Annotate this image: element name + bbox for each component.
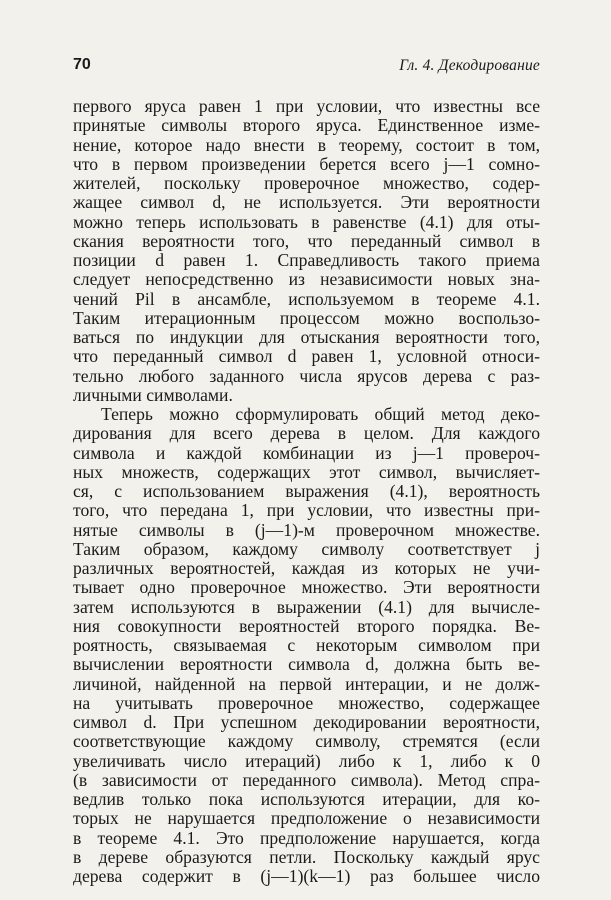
text-line: ния совокупности вероятностей второго порядка. Ве- xyxy=(73,615,540,636)
text-line: в теореме 4.1. Это предположение нарушается, когда xyxy=(73,827,540,848)
text-line: личными символами. xyxy=(73,384,233,405)
text-line: Таким итерационным процессом можно воспользо- xyxy=(73,307,540,328)
running-title: Гл. 4. Декодирование xyxy=(399,57,540,74)
text-line: жителей, поскольку проверочное множество, содер- xyxy=(73,173,540,193)
text-line: следует непосредственно из независимости новых зна- xyxy=(73,269,540,290)
text-line: можно теперь использовать в равенстве (4.1) для оты- xyxy=(73,211,540,232)
text-line: скания вероятности того, что переданный символ в xyxy=(73,230,540,251)
text-line: увеличивать число итераций) либо к 1, либо к 0 xyxy=(73,750,540,771)
text-line: торых не нарушается предположение о независимости xyxy=(73,808,540,829)
body-text xyxy=(73,97,540,886)
text-line: дерева содержит в (j—1)(k—1) раз большее число xyxy=(73,866,540,886)
text-line: нение, которое надо внести в теорему, состоит в том, xyxy=(73,134,540,155)
text-line: ных множеств, содержащих этот символ, вычисляет- xyxy=(73,461,540,482)
text-line: дирования для всего дерева в целом. Для каждого xyxy=(73,423,540,444)
text-line: Теперь можно сформулировать общий метод деко- xyxy=(101,404,540,424)
text-line: роятность, связываемая с некоторым символом при xyxy=(73,635,540,655)
paragraph-1 xyxy=(73,97,540,405)
text-line: что переданный символ d равен 1, условной относи- xyxy=(73,346,540,367)
text-line: (в зависимости от переданного символа). Метод спра- xyxy=(73,769,540,790)
text-line: соответствующие каждому символу, стремятся (если xyxy=(73,731,540,752)
text-line: в дереве образуются петли. Поскольку каждый ярус xyxy=(73,846,540,867)
text-line: чений Pil в ансамбле, используемом в теореме 4.1. xyxy=(73,288,540,309)
text-line: ваться по индукции для отыскания вероятности того, xyxy=(73,327,540,347)
text-line: первого яруса равен 1 при условии, что известны все xyxy=(73,96,540,116)
page-number: 70 xyxy=(73,56,91,73)
text-line: Таким образом, каждому символу соответствует j xyxy=(73,538,540,559)
text-line: символа и каждой комбинации из j—1 провероч- xyxy=(73,442,540,463)
text-line: нятые символы в (j—1)-м проверочном множестве. xyxy=(73,519,540,540)
text-line: принятые символы второго яруса. Единственное изме- xyxy=(73,115,540,136)
text-line: ся, с использованием выражения (4.1), вероятность xyxy=(73,481,540,501)
text-line: тывает одно проверочное множество. Эти вероятности xyxy=(73,577,540,598)
text-line: что в первом произведении берется всего j—1 сомно- xyxy=(73,153,540,174)
text-line: жащее символ d, не используется. Эти вероятности xyxy=(73,192,540,213)
text-line: символ d. При успешном декодировании вероятности, xyxy=(73,712,540,732)
text-line: затем используются в выражении (4.1) для вычисле- xyxy=(73,596,540,617)
text-line: тельно любого заданного числа ярусов дерева с раз- xyxy=(73,365,540,386)
text-line: на учитывать проверочное множество, содержащее xyxy=(73,692,540,713)
text-line: позиции d равен 1. Справедливость такого приема xyxy=(73,250,540,270)
page-header xyxy=(73,54,540,80)
text-line: вычислении вероятности символа d, должна быть ве- xyxy=(73,654,540,675)
text-line: того, что передана 1, при условии, что известны при- xyxy=(73,500,540,521)
text-line: ведлив только пока используются итерации, для ко- xyxy=(73,789,540,809)
paragraph-2 xyxy=(73,405,540,886)
text-line: личиной, найденной на первой интерации, и не долж- xyxy=(73,673,540,694)
text-line: различных вероятностей, каждая из которых не учи- xyxy=(73,558,540,578)
